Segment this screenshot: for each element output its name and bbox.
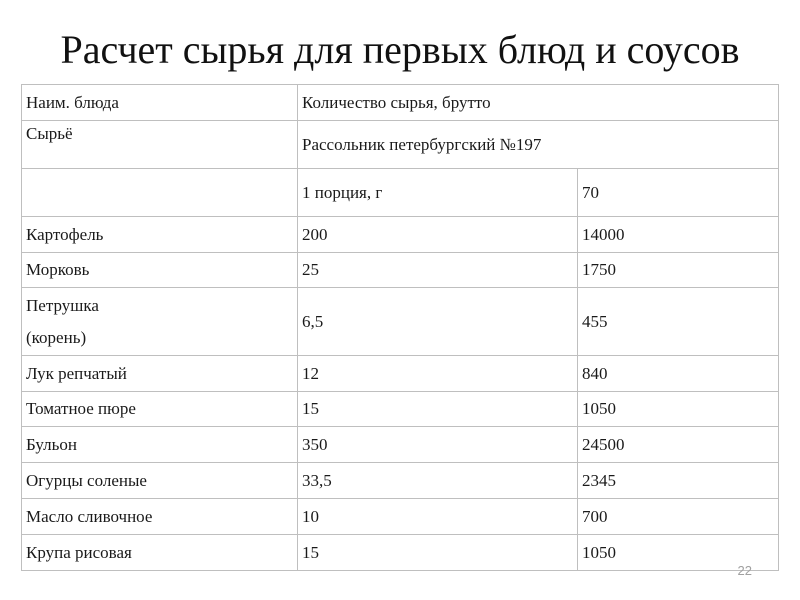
subheader-raw-material: Сырьё bbox=[22, 121, 298, 169]
ingredient-name: Бульон bbox=[22, 427, 298, 463]
ingredient-per-portion: 12 bbox=[298, 356, 578, 392]
ingredient-total: 1050 bbox=[578, 392, 779, 427]
table-row bbox=[22, 288, 779, 356]
ingredient-name-line2: (корень) bbox=[26, 327, 87, 347]
table-row bbox=[22, 217, 779, 253]
page-number: 22 bbox=[737, 563, 752, 578]
ingredient-total: 700 bbox=[578, 499, 779, 535]
table-row bbox=[22, 392, 779, 427]
ingredient-name: Крупа рисовая bbox=[22, 535, 298, 571]
ingredient-per-portion: 6,5 bbox=[298, 288, 578, 356]
ingredient-total: 455 bbox=[578, 288, 779, 356]
table-row bbox=[22, 463, 779, 499]
table-row bbox=[22, 535, 779, 571]
ingredient-name: Огурцы соленые bbox=[22, 463, 298, 499]
ingredient-total: 1750 bbox=[578, 253, 779, 288]
ingredient-per-portion: 200 bbox=[298, 217, 578, 253]
ingredient-total: 14000 bbox=[578, 217, 779, 253]
ingredient-name: Масло сливочное bbox=[22, 499, 298, 535]
ingredient-total: 24500 bbox=[578, 427, 779, 463]
header-dish-name: Наим. блюда bbox=[22, 85, 298, 121]
table-row bbox=[22, 499, 779, 535]
ingredient-per-portion: 25 bbox=[298, 253, 578, 288]
ingredient-per-portion: 33,5 bbox=[298, 463, 578, 499]
ingredient-name: Томатное пюре bbox=[22, 392, 298, 427]
ingredient-per-portion: 10 bbox=[298, 499, 578, 535]
table-row bbox=[22, 253, 779, 288]
portions-empty-cell bbox=[22, 169, 298, 217]
subheader-dish: Рассольник петербургский №197 bbox=[298, 121, 779, 169]
ingredient-per-portion: 15 bbox=[298, 535, 578, 571]
header-quantity: Количество сырья, брутто bbox=[298, 85, 779, 121]
ingredient-per-portion: 15 bbox=[298, 392, 578, 427]
table-header-row bbox=[22, 85, 779, 121]
ingredient-total: 1050 bbox=[578, 535, 779, 571]
portions-count: 70 bbox=[578, 169, 779, 217]
ingredient-name: Лук репчатый bbox=[22, 356, 298, 392]
page-title: Расчет сырья для первых блюд и соусов bbox=[60, 27, 740, 72]
table-row bbox=[22, 356, 779, 392]
ingredient-name: Морковь bbox=[22, 253, 298, 288]
ingredient-name: Картофель bbox=[22, 217, 298, 253]
ingredient-total: 840 bbox=[578, 356, 779, 392]
ingredient-per-portion: 350 bbox=[298, 427, 578, 463]
ingredient-name-line1: Петрушка bbox=[26, 295, 99, 315]
table-portions-row bbox=[22, 169, 779, 217]
ingredient-name bbox=[22, 288, 298, 356]
table-subheader-row bbox=[22, 121, 779, 169]
ingredient-total: 2345 bbox=[578, 463, 779, 499]
ingredients-table bbox=[21, 84, 779, 571]
portions-label: 1 порция, г bbox=[298, 169, 578, 217]
table-row bbox=[22, 427, 779, 463]
